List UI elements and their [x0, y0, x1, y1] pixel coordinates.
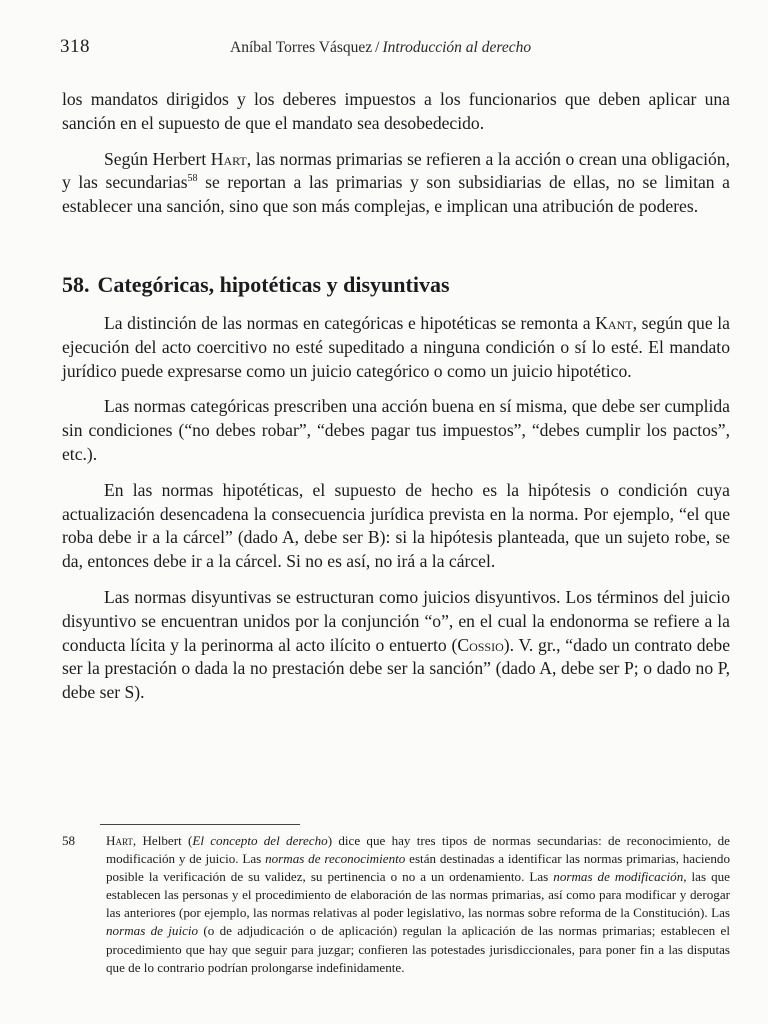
- paragraph-cossio: [62, 586, 730, 705]
- text-run: , las que establecen las personas y el procedimiento de elaboración de las normas primarias, así como para modificar y derogar las anteriores (por ejemplo, las normas relativas al poder legislativo, las normas sobre reforma de la Constitución). Las: [106, 869, 730, 921]
- paragraph-kant: [62, 312, 730, 383]
- footnote-text: [106, 832, 730, 977]
- text-run: Según Herbert: [104, 148, 211, 169]
- text-run: (o de adjudicación o de aplicación) regulan la aplicación de las normas primarias; establecen el procedimiento que hay que seguir para juzgar; confieren las potestades jurisdiccionales, para poner fin a las disputas que de lo contrario podrían prolongarse indefinidamente.: [106, 923, 730, 975]
- page-number: 318: [60, 36, 90, 57]
- text-run: ) dice que hay tres tipos de normas secundarias: de reconocimiento, de modificación y de juicio. Las: [106, 833, 730, 867]
- author-hart: Hart: [210, 148, 247, 169]
- text-run: se reportan a las primarias y son subsidiarias de ellas, no se limitan a establecer una sanción, sino que son más complejas, e implican una atribución de poderes.: [62, 172, 730, 217]
- footnote-number: 58: [62, 833, 76, 848]
- term: normas de juicio: [106, 923, 199, 939]
- page-header: [60, 36, 708, 64]
- running-head: [230, 39, 531, 57]
- header-separator: /: [375, 39, 380, 56]
- paragraph: Las normas categóricas prescriben una acción buena en sí misma, que debe ser cumplida sin condiciones (“no debes robar”, “debes pagar tus impuestos”, “debes cumplir los pactos”, etc.).: [62, 396, 730, 464]
- text-run: La distinción de las normas en categóricas e hipotéticas se remonta a: [104, 313, 596, 333]
- text-run: ). V. gr., “dado un contrato debe ser la prestación o dada la no prestación debe ser la sanción” (dado A, debe ser P; o dado no P, debe ser S).: [62, 634, 730, 703]
- section-number: 58.: [62, 272, 90, 297]
- paragraph-hart: [62, 148, 730, 219]
- text-run: están destinadas a identificar las normas primarias, haciendo posible la verificación de su validez, su pertinencia o no a un ordenamiento. Las: [106, 851, 730, 885]
- section-title: Categóricas, hipotéticas y disyuntivas: [97, 272, 450, 297]
- text-run: , Helbert (: [132, 833, 193, 848]
- section-body: [62, 312, 730, 717]
- author-name: Aníbal Torres Vásquez: [230, 39, 373, 56]
- author-hart: Hart: [106, 833, 133, 848]
- intro-text: [62, 88, 730, 231]
- footnote-divider: [100, 824, 300, 825]
- text-run: , según que la ejecución del acto coercitivo no esté supeditado a ninguna condición o sí lo esté. El mandato jurídico puede expresarse como un juicio categórico o como un juicio hipotético.: [62, 313, 730, 381]
- term: normas de modificación: [553, 869, 684, 885]
- author-cossio: Cossio: [457, 634, 504, 655]
- cited-book-title: El concepto del derecho: [192, 833, 328, 848]
- footnote-reference[interactable]: 58: [187, 173, 198, 185]
- text-run: Las normas disyuntivas se estructuran como juicios disyuntivos. Los términos del juicio disyuntivo se encuentran unidos por la conjunción “o”, en el cual la endonorma se refiere a la conducta lícita y la perinorma al acto ilícito o entuerto (: [62, 586, 730, 655]
- paragraph: los mandatos dirigidos y los deberes impuestos a los funcionarios que deben aplicar una sanción en el supuesto de que el mandato sea desobedecido.: [62, 89, 730, 133]
- footnote: [62, 832, 730, 977]
- paragraph: En las normas hipotéticas, el supuesto de hecho es la hipótesis o condición cuya actualización desencadena la consecuencia jurídica prevista en la norma. Por ejemplo, “el que roba debe ir a la cárcel” (dado A, debe ser B): si la hipótesis planteada, que un sujeto robe, se da, entonces debe ir a la cárcel. Si no es así, no irá a la cárcel.: [62, 479, 730, 572]
- author-kant: Kant: [595, 313, 633, 333]
- book-title: Introducción al derecho: [382, 39, 532, 56]
- section-heading: [62, 272, 730, 298]
- text-run: , las normas primarias se refieren a la acción o crean una obligación, y las secundarias: [62, 148, 730, 193]
- term: normas de reconocimiento: [265, 851, 406, 867]
